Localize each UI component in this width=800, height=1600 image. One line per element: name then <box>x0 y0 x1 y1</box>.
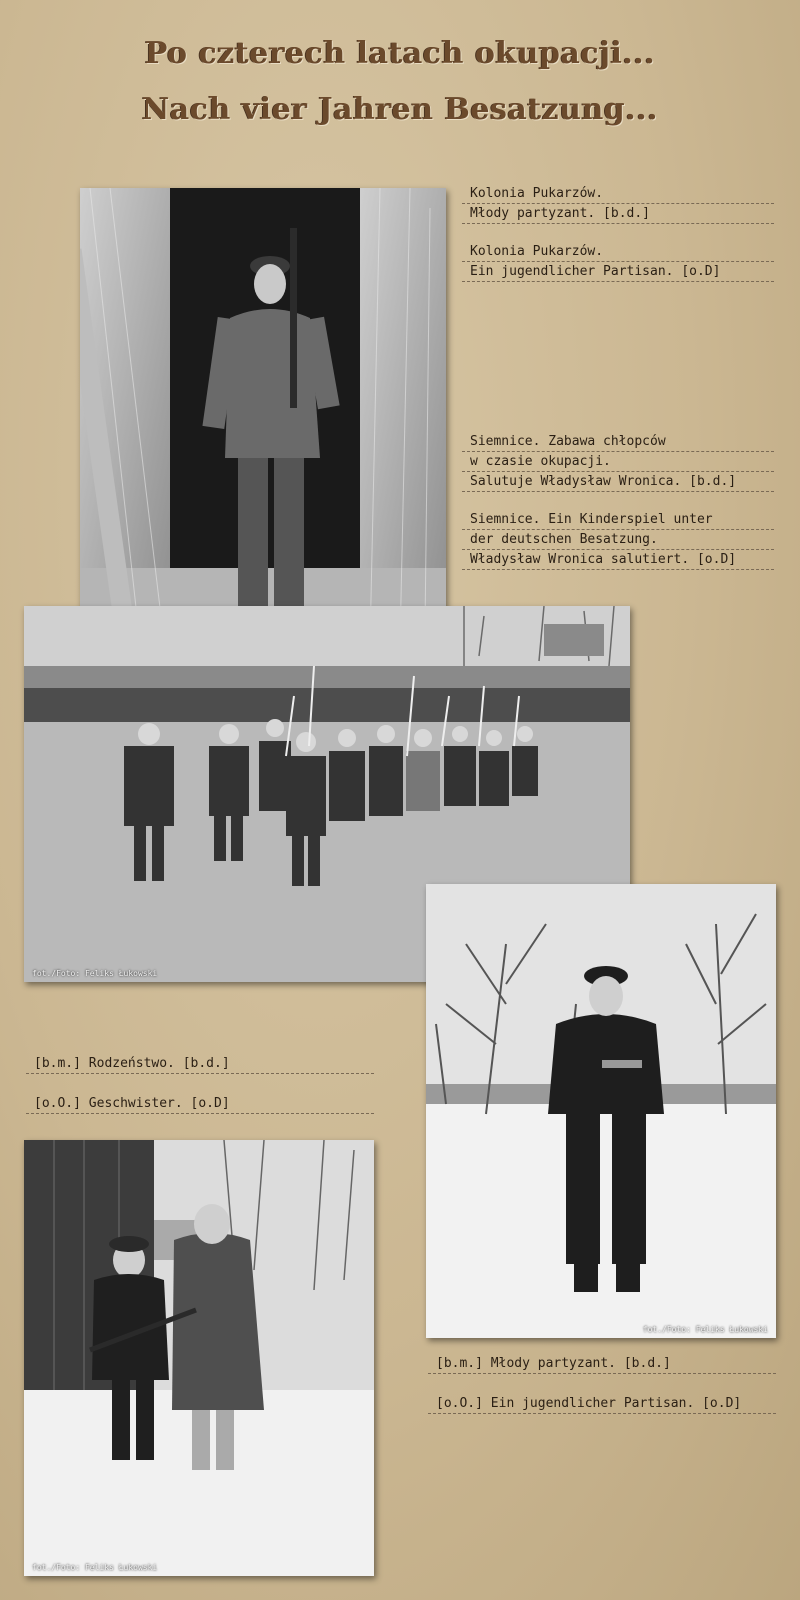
caption-line: Kolonia Pukarzów. <box>462 242 774 262</box>
photo-siblings <box>24 1140 374 1576</box>
photo-credit: fot./Foto: Feliks Łukowski <box>642 1325 768 1334</box>
caption-line: w czasie okupacji. <box>462 452 774 472</box>
caption-line: Siemnice. Ein Kinderspiel unter <box>462 510 774 530</box>
photo-credit: fot./Foto: Feliks Łukowski <box>32 1563 158 1572</box>
title-line-2: Nach vier Jahren Besatzung... <box>141 92 659 127</box>
caption-photo-2 <box>462 432 774 570</box>
title-line-1: Po czterech latach okupacji... <box>144 36 656 71</box>
caption-line: [b.m.] Rodzeństwo. [b.d.] <box>26 1054 374 1074</box>
caption-line: [o.O.] Ein jugendlicher Partisan. [o.D] <box>428 1394 776 1414</box>
caption-line: Kolonia Pukarzów. <box>462 184 774 204</box>
caption-line: der deutschen Besatzung. <box>462 530 774 550</box>
caption-line: [b.m.] Młody partyzant. [b.d.] <box>428 1354 776 1374</box>
caption-line: [o.O.] Geschwister. [o.D] <box>26 1094 374 1114</box>
caption-line: Młody partyzant. [b.d.] <box>462 204 774 224</box>
caption-photo-4 <box>26 1054 374 1114</box>
caption-photo-3 <box>428 1354 776 1414</box>
photo-young-partisan-barn <box>80 188 446 644</box>
caption-photo-1 <box>462 184 774 282</box>
caption-line: Ein jugendlicher Partisan. [o.D] <box>462 262 774 282</box>
photo-young-partisan-snow <box>426 884 776 1338</box>
caption-line: Salutuje Władysław Wronica. [b.d.] <box>462 472 774 492</box>
caption-line: Władysław Wronica salutiert. [o.D] <box>462 550 774 570</box>
photo-credit: fot./Foto: Feliks Łukowski <box>32 969 158 978</box>
caption-line: Siemnice. Zabawa chłopców <box>462 432 774 452</box>
